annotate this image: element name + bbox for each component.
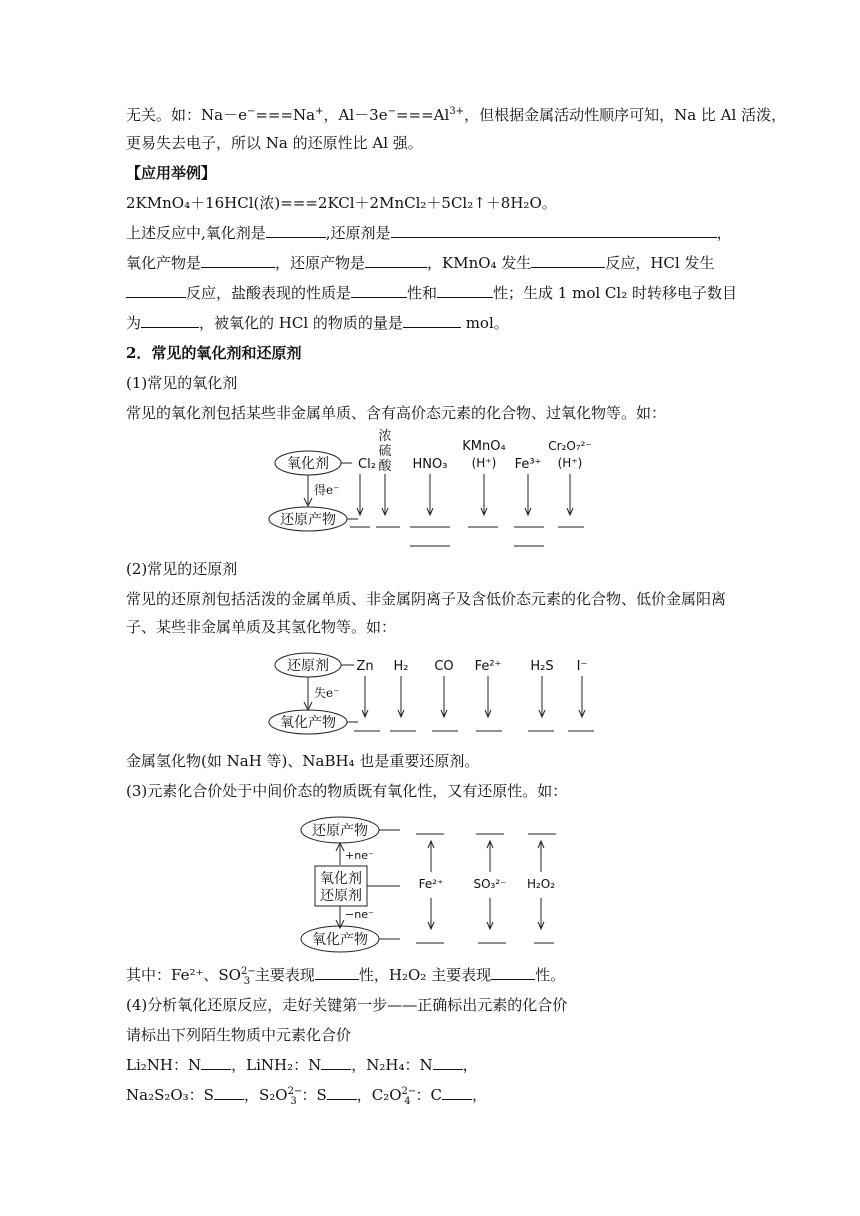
question-text: ，LiNH₂：N (231, 1056, 322, 1074)
answer-blank[interactable] (315, 965, 359, 980)
arrow-label: 得e⁻ (314, 483, 340, 497)
reductant-diagram (262, 650, 602, 742)
species-label: Zn (356, 659, 374, 674)
reductant-label: 还原剂 (320, 888, 362, 904)
species-label: Cl₂ (358, 457, 376, 472)
answer-blank[interactable] (391, 223, 717, 238)
question-text: 性。 (535, 966, 566, 984)
paragraph: 子、某些非金属单质及其氢化物等。如： (126, 618, 397, 636)
reduction-product-label: 还原产物 (312, 823, 368, 839)
answer-blank[interactable] (531, 253, 605, 268)
species-label: H₂ (393, 659, 409, 674)
intro-text: ，但根据金属活动性顺序可知，Na 比 Al 活泼， (464, 106, 787, 124)
question-text: Li₂NH：N (126, 1056, 202, 1074)
question-line-2 (126, 253, 714, 273)
question-text: ，S₂O (243, 1086, 288, 1104)
question-text: 上述反应中,氧化剂是 (126, 224, 266, 242)
intro-line-2: 更易失去电子，所以 Na 的还原性比 Al 强。 (126, 134, 423, 152)
question-text: 其中：Fe²⁺、SO (126, 966, 241, 984)
question-text: 主要表现 (254, 966, 315, 984)
subsection-title: (4)分析氧化还原反应，走好关键第一步——正确标出元素的化合价 (126, 996, 568, 1014)
intro-text: ，Al－3e (323, 106, 388, 124)
arrow-label: −ne⁻ (345, 908, 374, 921)
species-label: Fe²⁺ (418, 877, 444, 891)
answer-blank[interactable] (491, 965, 535, 980)
question-text: mol。 (460, 314, 509, 332)
up-arrows (428, 841, 544, 872)
question-text: 反应，盐酸表现的性质是 (186, 284, 352, 302)
question-text: 性；生成 1 mol Cl₂ 时转移电子数目 (493, 284, 737, 302)
question-line (126, 1055, 478, 1075)
oxidant-label: 氧化剂 (320, 871, 362, 887)
question-text: ，被氧化的 HCl 的物质的量是 (199, 314, 403, 332)
example-heading: 【应用举例】 (126, 164, 217, 182)
question-text: 氧化产物是 (126, 254, 202, 272)
note: 金属氢化物(如 NaH 等)、NaBH₄ 也是重要还原剂。 (126, 752, 480, 770)
question-text: 为 (126, 314, 142, 332)
question-text: ， (471, 1086, 487, 1104)
arrow-label: +ne⁻ (345, 849, 374, 862)
answer-blanks[interactable] (350, 527, 584, 546)
reduction-product-label: 还原产物 (280, 512, 336, 528)
question-line: 其中：Fe²⁺、$SO^{2-}_3$ 主要表现 性，H₂O₂ 主要表现 性。 (126, 966, 566, 987)
down-arrows (428, 898, 544, 929)
question-line-4 (126, 313, 509, 333)
question-text: ，还原产物是 (275, 254, 366, 272)
question-line: Na₂S₂O₃：S ，$S_2O^{2-}_3$ ：S ，$C_2O^{2-}_4$ ：C ， (126, 1086, 487, 1107)
answer-blank[interactable] (351, 283, 407, 298)
intro-text: ===Na (255, 106, 316, 124)
question-text: ，KMnO₄ 发生 (427, 254, 532, 272)
subsection-title: (1)常见的氧化剂 (126, 374, 238, 392)
question-text: ，N₂H₄：N (351, 1056, 433, 1074)
paragraph: 常见的氧化剂包括某些非金属单质、含有高价态元素的化合物、过氧化物等。如： (126, 404, 667, 422)
intro-line-1: 无关。如：Na－e−===Na+，$Al-3e^-===Al^{3+}$，但根据金属活动性顺序可知，Na 比 Al 活泼， (126, 106, 787, 124)
answer-blank[interactable] (442, 1085, 472, 1100)
answer-blank[interactable] (214, 1085, 244, 1100)
question-text: 性和 (407, 284, 438, 302)
species-label: H₂O₂ (526, 877, 556, 891)
question-text: 反应，HCl 发生 (605, 254, 715, 272)
answer-blank[interactable] (437, 283, 493, 298)
species-label: I⁻ (576, 659, 588, 674)
oxidant-diagram (262, 428, 602, 552)
oxidation-product-label: 氧化产物 (312, 932, 368, 948)
species-label: 硫 (378, 444, 392, 459)
species-label: SO₃²⁻ (473, 877, 507, 891)
subsection-title: (2)常见的还原剂 (126, 560, 238, 578)
species-label: Fe²⁺ (474, 659, 502, 674)
oxidation-product-label: 氧化产物 (280, 715, 336, 731)
species-label: Cr₂O₇²⁻ (548, 439, 592, 453)
arrow-label: 失e⁻ (314, 686, 340, 700)
answer-blank[interactable] (433, 1055, 463, 1070)
answer-blank[interactable] (365, 253, 427, 268)
answer-blank[interactable] (126, 283, 186, 298)
species-label: HNO₃ (412, 457, 448, 472)
question-text: ：C (415, 1086, 442, 1104)
answer-blank[interactable] (201, 253, 275, 268)
species-label: CO (434, 659, 454, 674)
species-label: KMnO₄ (462, 439, 506, 454)
oxidant-label: 氧化剂 (287, 456, 329, 472)
answer-blank[interactable] (403, 313, 461, 328)
species-label: (H⁺) (471, 456, 497, 470)
species-label: Fe³⁺ (514, 457, 542, 472)
reductant-label: 还原剂 (287, 658, 329, 674)
equation: 2KMnO₄＋16HCl(浓)===2KCl＋2MnCl₂＋5Cl₂↑＋8H₂O。 (126, 194, 557, 212)
subsection-title: (3)元素化合价处于中间价态的物质既有氧化性，又有还原性。如： (126, 782, 568, 800)
section-heading: 2．常见的氧化剂和还原剂 (126, 344, 302, 362)
intro-text: ===Al (395, 106, 450, 124)
paragraph: 请标出下列陌生物质中元素化合价 (126, 1026, 352, 1044)
answer-blank[interactable] (266, 223, 326, 238)
question-line-1: 上述反应中,氧化剂是 ,还原剂是 ， (126, 224, 732, 242)
answer-blank[interactable] (321, 1055, 351, 1070)
species-label: 浓 (378, 429, 392, 444)
question-text: ， (462, 1056, 478, 1074)
question-text: 性，H₂O₂ 主要表现 (358, 966, 492, 984)
intro-text: 无关。如：Na－e (126, 106, 247, 124)
down-arrows (362, 676, 585, 717)
question-text: Na₂S₂O₃：S (126, 1086, 214, 1104)
species-label: (H⁺) (557, 456, 583, 470)
intermediate-valence-diagram (300, 812, 570, 958)
down-arrows (357, 474, 573, 515)
answer-blank[interactable] (201, 1055, 231, 1070)
question-text: ：S (301, 1086, 327, 1104)
paragraph: 常见的还原剂包括活泼的金属单质、非金属阴离子及含低价态元素的化合物、低价金属阳离 (126, 590, 727, 608)
question-line-3 (126, 283, 737, 303)
question-text: ,还原剂是 (325, 224, 391, 242)
species-label: 酸 (378, 459, 392, 474)
answer-blank[interactable] (327, 1085, 357, 1100)
answer-blank[interactable] (141, 313, 199, 328)
species-label: H₂S (530, 659, 554, 674)
question-text: ，C₂O (356, 1086, 402, 1104)
